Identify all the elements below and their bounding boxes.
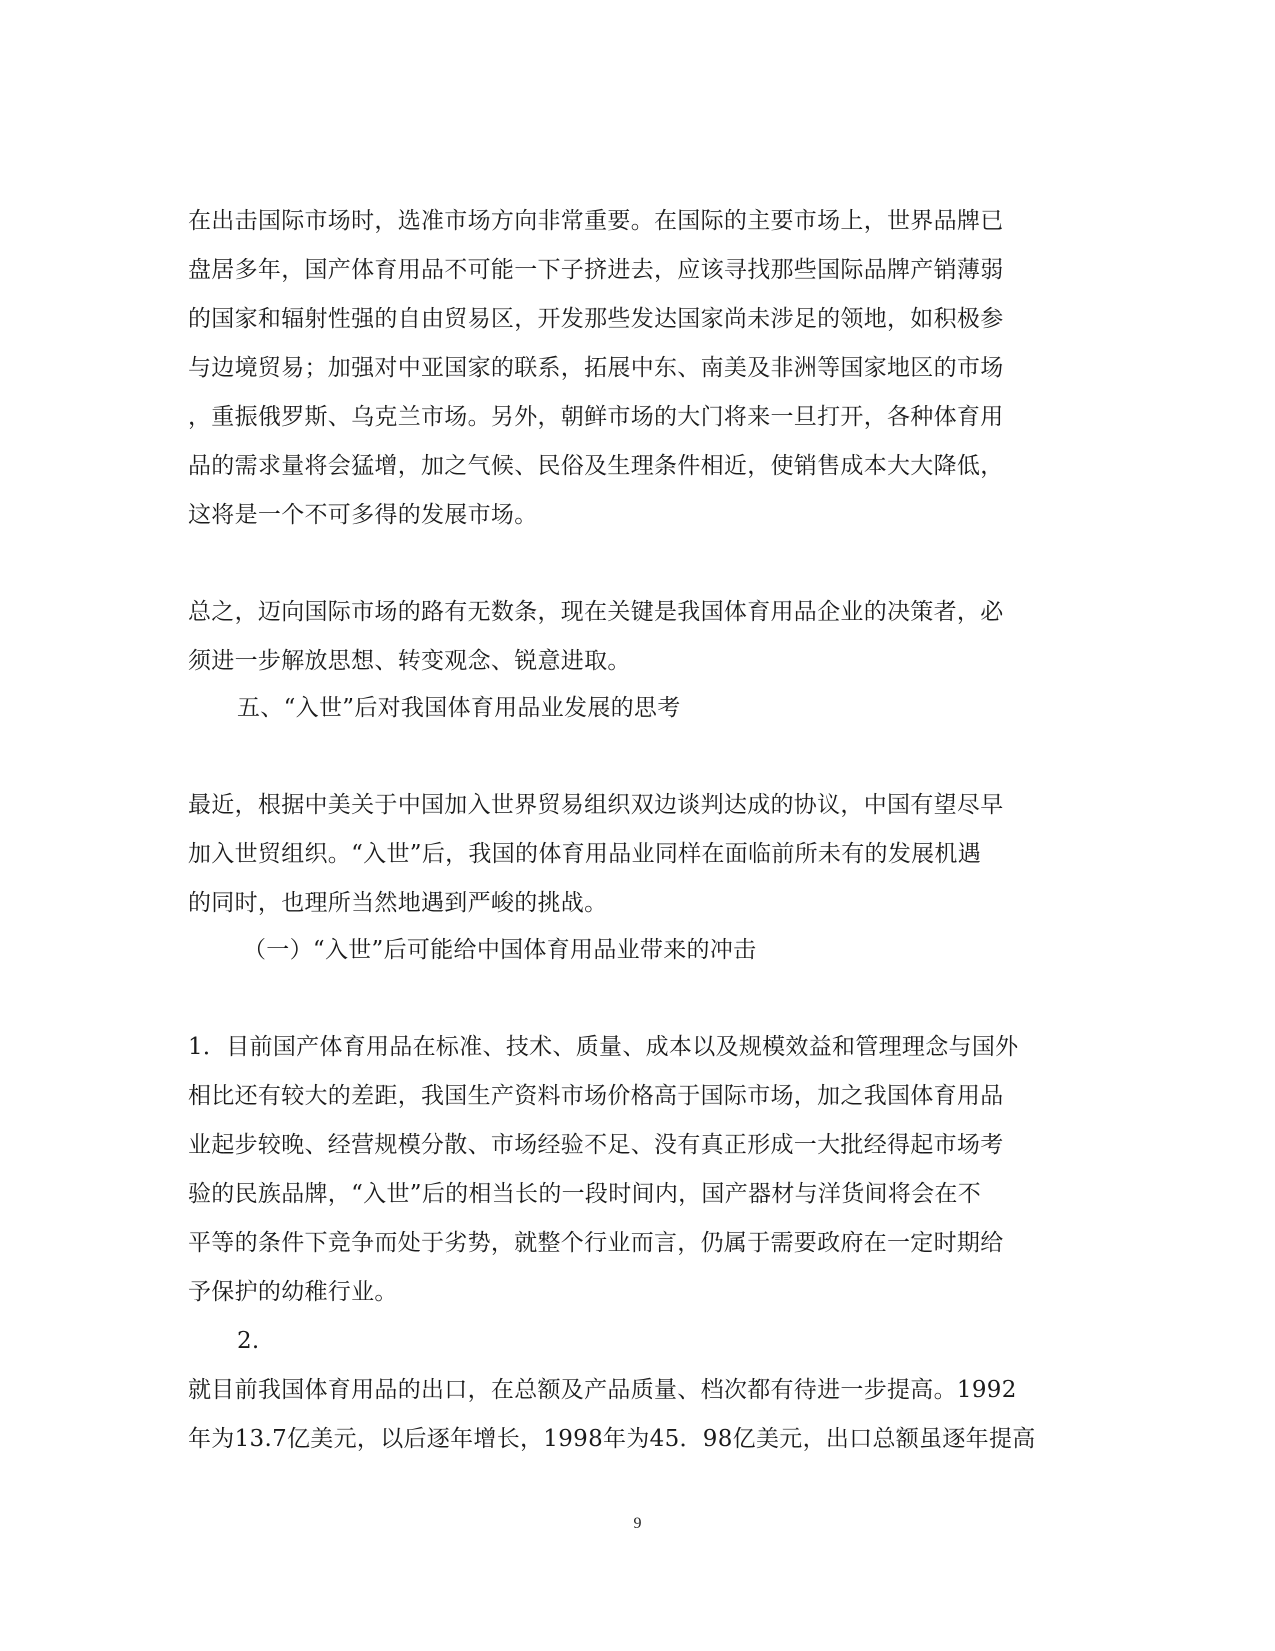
paragraph-line: 在出击国际市场时，选准市场方向非常重要。在国际的主要市场上，世界品牌已 — [188, 208, 1004, 234]
paragraph-line: 相比还有较大的差距，我国生产资料市场价格高于国际市场，加之我国体育用品 — [188, 1083, 1004, 1109]
list-item-number: 2. — [237, 1328, 260, 1354]
paragraph-line: 年为13.7亿美元，以后逐年增长，1998年为45．98亿美元，出口总额虽逐年提高 — [188, 1426, 1036, 1452]
paragraph-line: 予保护的幼稚行业。 — [188, 1279, 398, 1305]
paragraph-line: 总之，迈向国际市场的路有无数条，现在关键是我国体育用品企业的决策者，必 — [188, 599, 1004, 625]
paragraph-line: 平等的条件下竞争而处于劣势，就整个行业而言，仍属于需要政府在一定时期给 — [188, 1230, 1004, 1256]
paragraph-line: 的国家和辐射性强的自由贸易区，开发那些发达国家尚未涉足的领地，如积极参 — [188, 306, 1004, 332]
subsection-heading: （一）“入世”后可能给中国体育用品业带来的冲击 — [243, 937, 757, 963]
page-number: 9 — [633, 1515, 642, 1532]
paragraph-line: 与边境贸易；加强对中亚国家的联系，拓展中东、南美及非洲等国家地区的市场 — [188, 355, 1004, 381]
paragraph-line: 加入世贸组织。“入世”后，我国的体育用品业同样在面临前所未有的发展机遇 — [188, 841, 982, 867]
paragraph-line: 1．目前国产体育用品在标准、技术、质量、成本以及规模效益和管理理念与国外 — [188, 1034, 1019, 1060]
paragraph-line: 须进一步解放思想、转变观念、锐意进取。 — [188, 648, 631, 674]
paragraph-line: 品的需求量将会猛增，加之气候、民俗及生理条件相近，使销售成本大大降低， — [188, 453, 1004, 479]
paragraph-line: 业起步较晚、经营规模分散、市场经验不足、没有真正形成一大批经得起市场考 — [188, 1132, 1004, 1158]
paragraph-line: 就目前我国体育用品的出口，在总额及产品质量、档次都有待进一步提高。1992 — [188, 1377, 1017, 1403]
paragraph-line: 最近，根据中美关于中国加入世界贸易组织双边谈判达成的协议，中国有望尽早 — [188, 792, 1004, 818]
paragraph-line: 的同时，也理所当然地遇到严峻的挑战。 — [188, 890, 608, 916]
paragraph-line: 盘居多年，国产体育用品不可能一下子挤进去，应该寻找那些国际品牌产销薄弱 — [188, 257, 1004, 283]
section-heading: 五、“入世”后对我国体育用品业发展的思考 — [237, 695, 681, 721]
paragraph-line: 验的民族品牌，“入世”后的相当长的一段时间内，国产器材与洋货间将会在不 — [188, 1181, 982, 1207]
paragraph-line: ，重振俄罗斯、乌克兰市场。另外，朝鲜市场的大门将来一旦打开，各种体育用 — [188, 404, 1004, 430]
paragraph-line: 这将是一个不可多得的发展市场。 — [188, 502, 538, 528]
